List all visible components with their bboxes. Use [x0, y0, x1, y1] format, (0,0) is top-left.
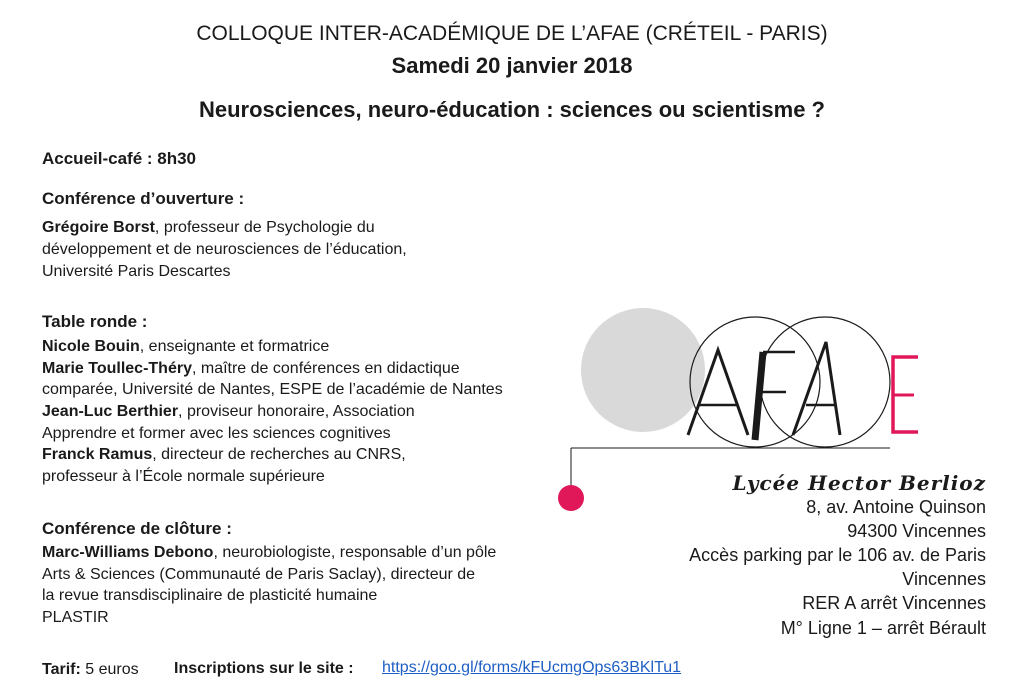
- table-ronde-p4-line2: professeur à l’École normale supérieure: [42, 468, 325, 485]
- event-theme: Neurosciences, neuro-éducation : sciences ou scientisme ?: [199, 97, 825, 122]
- table-ronde-p1: [42, 338, 329, 356]
- tarif-value: 5 euros: [80, 661, 139, 678]
- tarif: [42, 661, 139, 679]
- venue-name: Lycée Hector Berlioz: [732, 471, 986, 495]
- venue-line-5: RER A arrêt Vincennes: [802, 593, 986, 613]
- ouverture-line-2: développement et de neurosciences de l’éducation,: [42, 241, 407, 258]
- p2-desc: , maître de conférences en didactique: [191, 360, 460, 377]
- table-ronde-p3: [42, 403, 415, 421]
- ouverture-speaker: Grégoire Borst: [42, 219, 155, 236]
- ouverture-line-3: Université Paris Descartes: [42, 263, 231, 280]
- venue-line-6: M° Ligne 1 – arrêt Bérault: [780, 618, 986, 638]
- logo-grey-circle: [581, 308, 705, 432]
- table-ronde-p3-line2: Apprendre et former avec les sciences cognitives: [42, 425, 391, 442]
- cloture-line-2: Arts & Sciences (Communauté de Paris Saclay), directeur de: [42, 566, 476, 583]
- cloture-line-3: la revue transdisciplinaire de plasticité humaine: [42, 587, 378, 604]
- inscriptions-label-text: Inscriptions sur le site :: [174, 660, 354, 677]
- table-ronde-p2: [42, 360, 460, 378]
- venue-line-4: Vincennes: [902, 569, 986, 589]
- logo-letter-f: [755, 352, 763, 440]
- venue-line-2: 94300 Vincennes: [847, 521, 986, 541]
- venue-line-3: Accès parking par le 106 av. de Paris: [689, 545, 986, 565]
- ouverture-line-1: [42, 219, 375, 237]
- colloque-title: COLLOQUE INTER-ACADÉMIQUE DE L’AFAE (CRÉTEIL - PARIS): [196, 22, 828, 45]
- event-date: Samedi 20 janvier 2018: [391, 53, 633, 78]
- p3-desc: , proviseur honoraire, Association: [178, 403, 415, 420]
- inscriptions-label: [174, 660, 354, 678]
- p4-name: Franck Ramus: [42, 446, 153, 463]
- logo-pink-dot: [558, 485, 584, 511]
- p2-name: Marie Toullec-Théry: [42, 360, 192, 377]
- cloture-heading: Conférence de clôture :: [42, 519, 232, 538]
- ouverture-heading: Conférence d’ouverture :: [42, 189, 245, 208]
- cloture-desc: , neurobiologiste, responsable d’un pôle: [213, 544, 497, 561]
- table-ronde-heading: Table ronde :: [42, 312, 148, 331]
- p1-desc: , enseignante et formatrice: [139, 338, 330, 355]
- table-ronde-p4: [42, 446, 406, 464]
- venue-line-1: 8, av. Antoine Quinson: [806, 497, 986, 517]
- logo-letter-a2: [793, 342, 840, 435]
- inscriptions-link[interactable]: https://goo.gl/forms/kFUcmgOps63BKlTu1: [382, 659, 682, 676]
- p1-name: Nicole Bouin: [42, 338, 140, 355]
- logo-ring-right: [760, 317, 890, 447]
- cloture-line-1: [42, 544, 496, 562]
- accueil-cafe: Accueil-café : 8h30: [42, 149, 197, 168]
- tarif-label: Tarif:: [42, 661, 81, 678]
- p3-name: Jean-Luc Berthier: [42, 403, 179, 420]
- p4-desc: , directeur de recherches au CNRS,: [152, 446, 406, 463]
- ouverture-desc: , professeur de Psychologie du: [154, 219, 375, 236]
- cloture-line-4: PLASTIR: [42, 609, 109, 626]
- table-ronde-p2-line2: comparée, Université de Nantes, ESPE de l’académie de Nantes: [42, 381, 503, 398]
- cloture-speaker: Marc-Williams Debono: [42, 544, 214, 561]
